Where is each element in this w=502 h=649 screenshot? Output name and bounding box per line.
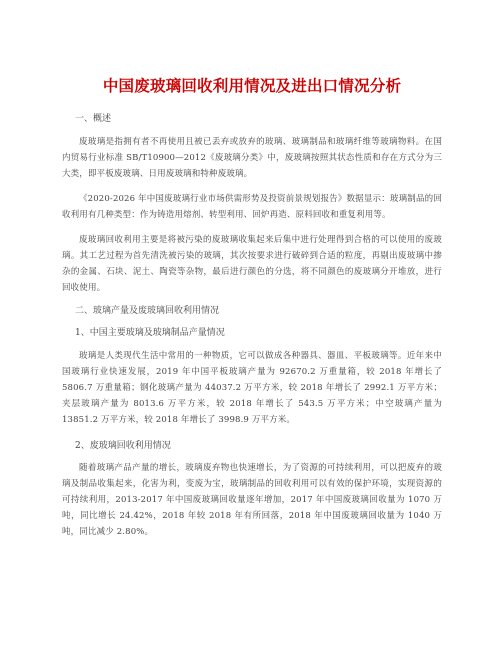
paragraph-definition: 废玻璃是指拥有者不再使用且被已丢弃或放弃的玻璃、玻璃制品和玻璃纤维等玻璃物料。在国内贸易行业标准 SB/T10900—2012《废玻璃分类》中，废玻璃按照其状态性质和存在方式分为三大类，即平板废玻璃、日用废玻璃和特种废玻璃。 (62, 137, 442, 179)
section-heading-overview: 一、概述 (75, 114, 112, 124)
subsection-heading-glass-output: 1、中国主要玻璃及玻璃制品产量情况 (75, 328, 225, 338)
paragraph-recycling-volume: 随着玻璃产品产量的增长，玻璃废弃物也快速增长，为了资源的可持续利用，可以把废弃的玻璃及制品收集起来，化害为利，变废为宝，玻璃制品的回收利用可以有效的保护环境，实现资源的可持续利用，2013-2017 年中国废玻璃回收量逐年增加，2017 年中国废玻璃回收量为 1070 万吨，同比增长 24.42%，2018 年较 2018 年有所回落，2018 年中国废玻璃回收量为 1040 万吨，同比减少 2.80%。 (62, 463, 442, 537)
document-title: 中国废玻璃回收利用情况及进出口情况分析 (102, 77, 402, 95)
subsection-heading-recycling: 2、废玻璃回收利用情况 (75, 441, 171, 451)
paragraph-recycling-process: 废玻璃回收利用主要是将被污染的废玻璃收集起来后集中进行处理得到合格的可以使用的废玻璃。其工艺过程为首先清洗被污染的玻璃，其次按要求进行破碎到合适的粒度，再剔出废玻璃中掺杂的金属、石块、泥土、陶瓷等杂物，最后进行颜色的分选，将不同颜色的废玻璃分开堆放，进行回收使用。 (62, 235, 442, 293)
paragraph-report-data: 《2020-2026 年中国废玻璃行业市场供需形势及投资前景规划报告》数据显示：玻璃制品的回收利用有几种类型：作为铸造用熔剂、转型利用、回炉再造、原料回收和重复利用等。 (62, 194, 442, 220)
paragraph-glass-output: 玻璃是人类现代生活中常用的一种物质，它可以做成各种器具、器皿、平板玻璃等。近年来中国玻璃行业快速发展，2019 年中国平板玻璃产量为 92670.2 万重量箱，较 2018 年增长了 5806.7 万重量箱；钢化玻璃产量为 44037.2 万平方米，较 2018 年增长了 2992.1 万平方米；夹层玻璃产量为 8013.6 万平方米，较 2018 年增长了 543.5 万平方米；中空玻璃产量为 13851.2 万平方米，较 2018 年增长了 3998.9 万平方米。 (62, 351, 442, 425)
section-heading-production: 二、玻璃产量及废玻璃回收利用情况 (75, 306, 220, 316)
